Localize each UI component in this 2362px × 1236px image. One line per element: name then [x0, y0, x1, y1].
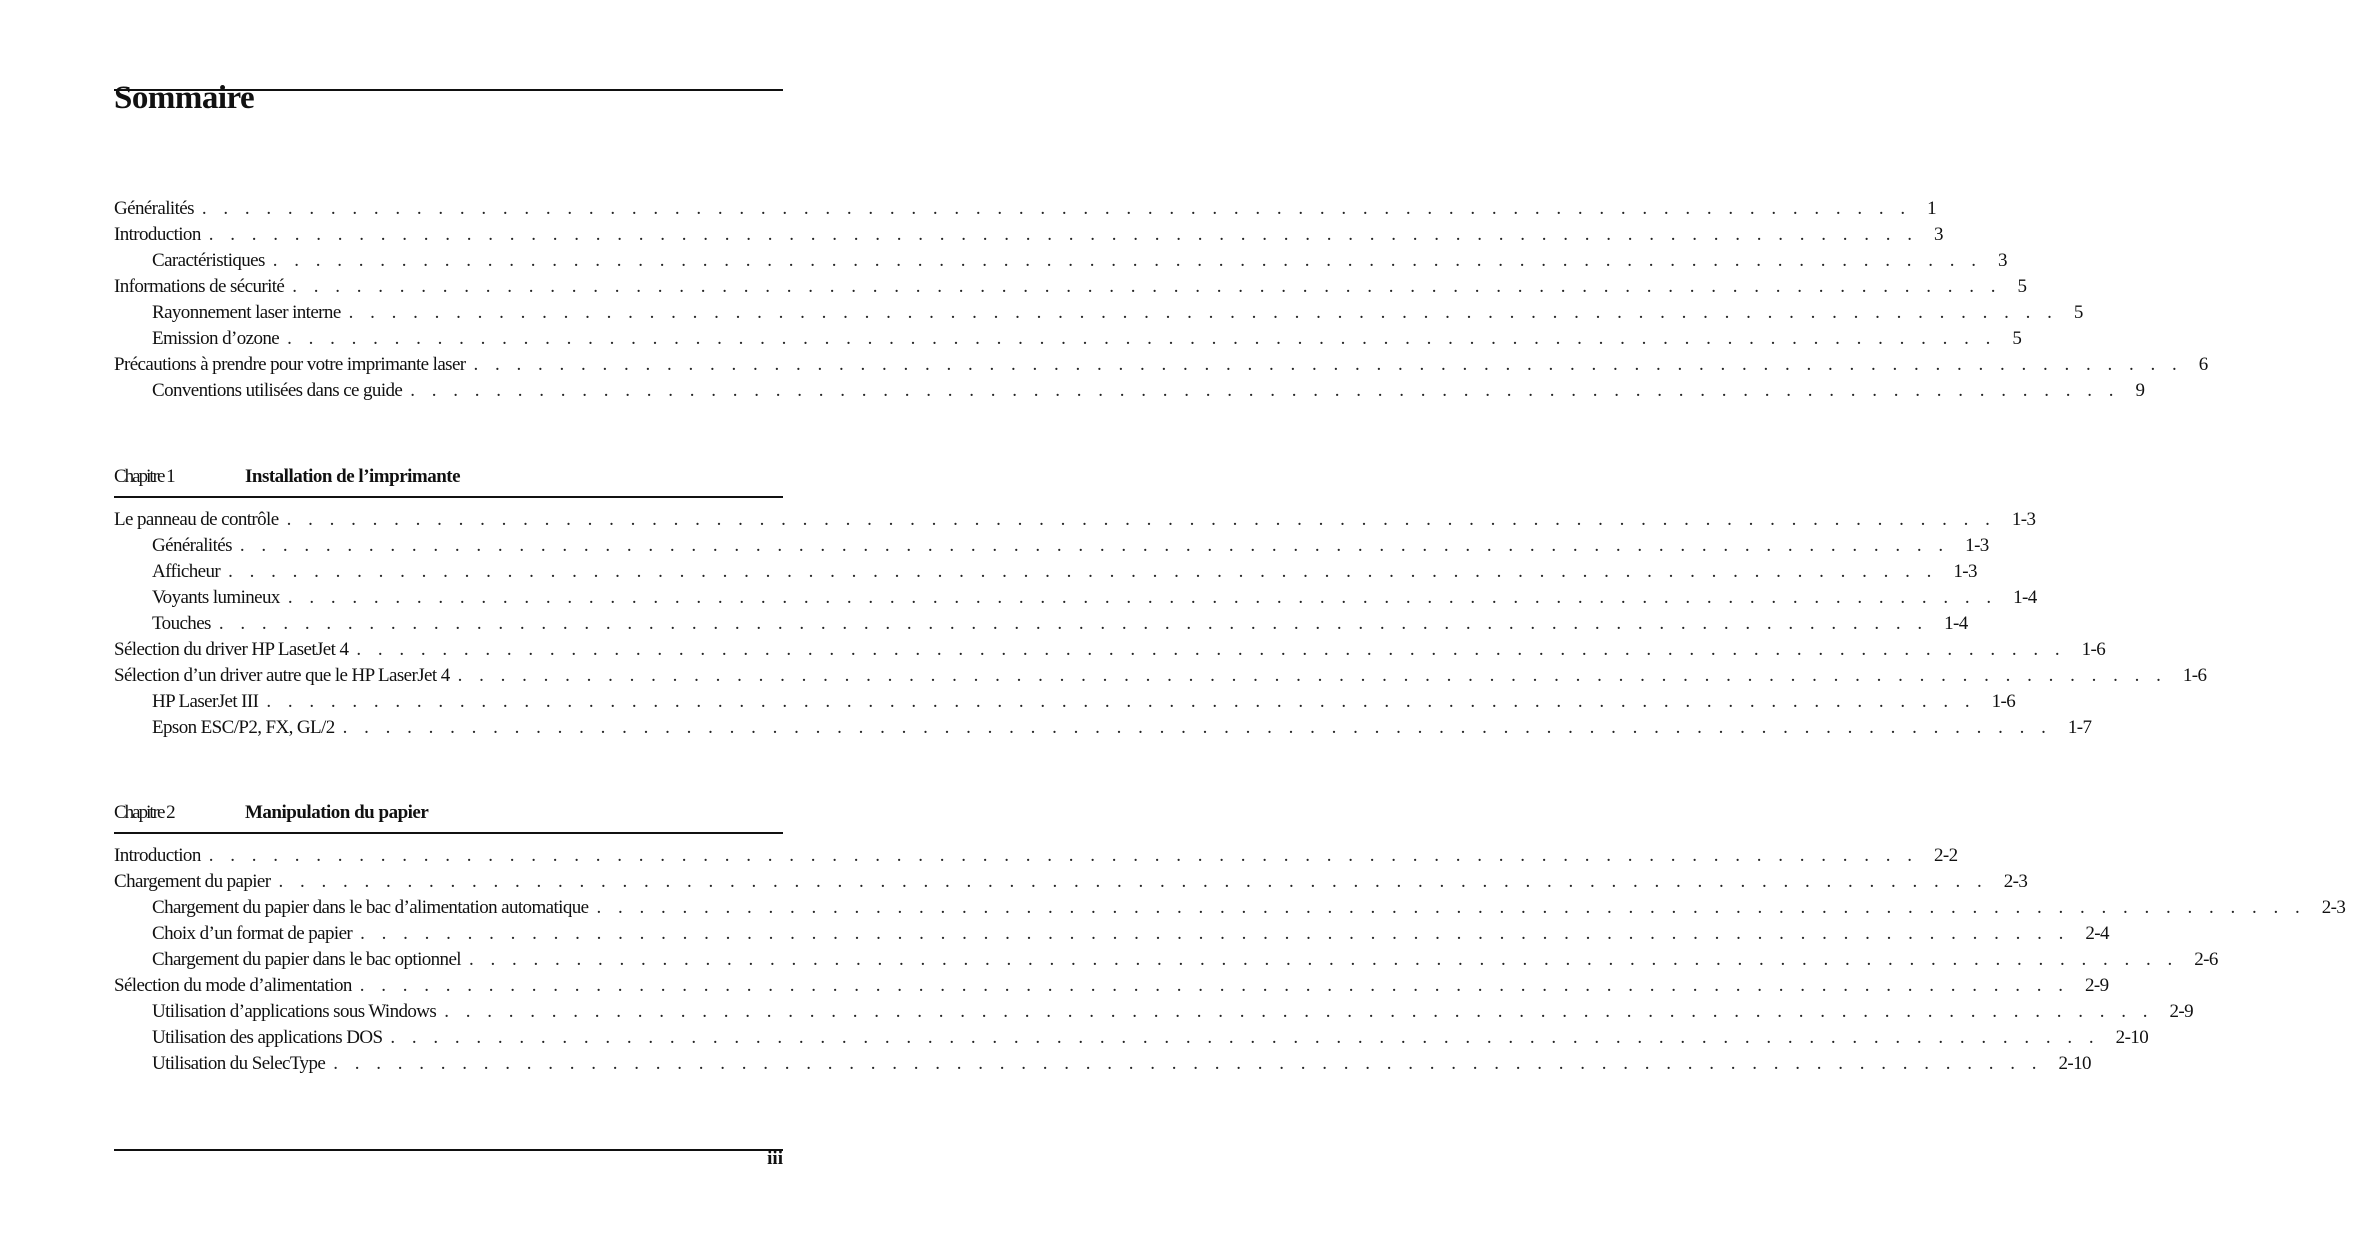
dot-leader: . . . . . . . . . . . . . . . . . . . . . . . . . . . . . . . . . . . . . . . . . . . . . . . . . . . . . . . . . . . . . . . . . . . . . . . . . . . . . . . . — [218, 613, 1929, 634]
toc-entry-page: 1-6 — [2182, 665, 2207, 686]
toc-entry-label: Voyants lumineux — [152, 587, 280, 608]
dot-leader: . . . . . . . . . . . . . . . . . . . . . . . . . . . . . . . . . . . . . . . . . . . . . . . . . . . . . . . . . . . . . . . . . . . . . . . . . . . . . . . . — [266, 691, 1976, 712]
toc-entry-label: Utilisation du SelecType — [152, 1053, 326, 1074]
dot-leader: . . . . . . . . . . . . . . . . . . . . . . . . . . . . . . . . . . . . . . . . . . . . . . . . . . . . . . . . . . . . . . . . . . . . . . . . . . . . . . . . — [239, 535, 1950, 556]
toc-entry — [114, 587, 2037, 613]
footer-rule — [114, 1149, 783, 1151]
dot-leader: . . . . . . . . . . . . . . . . . . . . . . . . . . . . . . . . . . . . . . . . . . . . . . . . . . . . . . . . . . . . . . . . . . . . . . . . . . . . . . . . — [278, 871, 1988, 892]
chapter-2-title: Manipulation du papier — [245, 802, 429, 823]
toc-entry-page: 2-4 — [2085, 923, 2109, 944]
toc-entry — [114, 665, 2207, 691]
toc-entry — [114, 871, 2028, 897]
chapter-1-heading — [114, 466, 783, 490]
toc-entry-label: Choix d’un format de papier — [152, 923, 353, 944]
toc-entry-label: Précautions à prendre pour votre imprimante laser — [114, 354, 466, 375]
toc-entry — [114, 923, 2109, 949]
page-number: iii — [767, 1148, 783, 1169]
toc-entry — [114, 639, 2106, 665]
toc-entry-label: Conventions utilisées dans ce guide — [152, 380, 403, 401]
toc-entry-page: 9 — [2135, 380, 2145, 401]
toc-entry-label: Caractéristiques — [152, 250, 265, 271]
toc-front-matter — [114, 198, 2208, 406]
toc-entry-page: 2-6 — [2194, 949, 2218, 970]
dot-leader: . . . . . . . . . . . . . . . . . . . . . . . . . . . . . . . . . . . . . . . . . . . . . . . . . . . . . . . . . . . . . . . . . . . . . . . . . . . . . . . . — [359, 975, 2070, 996]
toc-entry — [114, 691, 2016, 717]
toc-entry-label: Epson ESC/P2, FX, GL/2 — [152, 717, 335, 738]
toc-entry — [114, 561, 1977, 587]
dot-leader: . . . . . . . . . . . . . . . . . . . . . . . . . . . . . . . . . . . . . . . . . . . . . . . . . . . . . . . . . . . . . . . . . . . . . . . . . . . . . . . . — [596, 897, 2306, 918]
dot-leader: . . . . . . . . . . . . . . . . . . . . . . . . . . . . . . . . . . . . . . . . . . . . . . . . . . . . . . . . . . . . . . . . . . . . . . . . . . . . . . . . — [228, 561, 1938, 582]
toc-entry-page: 2-3 — [2003, 871, 2028, 892]
toc-entry — [114, 897, 2346, 923]
dot-leader: . . . . . . . . . . . . . . . . . . . . . . . . . . . . . . . . . . . . . . . . . . . . . . . . . . . . . . . . . . . . . . . . . . . . . . . . . . . . . . . . — [292, 276, 2002, 297]
toc-entry-page: 1-6 — [2081, 639, 2106, 660]
toc-entry — [114, 613, 1968, 639]
chapter-1-title: Installation de l’imprimante — [245, 466, 461, 487]
toc-entry-page: 2-2 — [1933, 845, 1958, 866]
toc-entry-label: Touches — [152, 613, 211, 634]
toc-entry — [114, 509, 2036, 535]
toc-entry-page: 3 — [1998, 250, 2007, 271]
toc-entry-page: 2-3 — [2321, 897, 2346, 918]
toc-entry-page: 1-6 — [1991, 691, 2016, 712]
dot-leader: . . . . . . . . . . . . . . . . . . . . . . . . . . . . . . . . . . . . . . . . . . . . . . . . . . . . . . . . . . . . . . . . . . . . . . . . . . . . . . . . — [410, 380, 2120, 401]
toc-entry-page: 1-7 — [2067, 717, 2092, 738]
toc-entry-label: Généralités — [152, 535, 232, 556]
dot-leader: . . . . . . . . . . . . . . . . . . . . . . . . . . . . . . . . . . . . . . . . . . . . . . . . . . . . . . . . . . . . . . . . . . . . . . . . . . . . . . . . — [457, 665, 2167, 686]
toc-entry-page: 1-3 — [1965, 535, 1989, 556]
dot-leader: . . . . . . . . . . . . . . . . . . . . . . . . . . . . . . . . . . . . . . . . . . . . . . . . . . . . . . . . . . . . . . . . . . . . . . . . . . . . . . . . — [360, 923, 2070, 944]
toc-entry-page: 2-10 — [2058, 1053, 2091, 1074]
toc-entry-label: Sélection du driver HP LasetJet 4 — [114, 639, 349, 660]
toc-entry-label: Chargement du papier — [114, 871, 271, 892]
toc-entry-label: Afficheur — [152, 561, 221, 582]
toc-entry-label: Utilisation des applications DOS — [152, 1027, 383, 1048]
chapter-2-heading — [114, 802, 783, 826]
toc-entry — [114, 845, 1958, 871]
dot-leader: . . . . . . . . . . . . . . . . . . . . . . . . . . . . . . . . . . . . . . . . . . . . . . . . . . . . . . . . . . . . . . . . . . . . . . . . . . . . . . . . — [201, 198, 1912, 219]
chapter-1-rule — [114, 496, 783, 498]
toc-entry-label: Le panneau de contrôle — [114, 509, 279, 530]
toc-entry-label: Sélection d’un driver autre que le HP LaserJet 4 — [114, 665, 450, 686]
toc-entry — [114, 276, 2027, 302]
dot-leader: . . . . . . . . . . . . . . . . . . . . . . . . . . . . . . . . . . . . . . . . . . . . . . . . . . . . . . . . . . . . . . . . . . . . . . . . . . . . . . . . — [208, 224, 1918, 245]
toc-entry-label: Chargement du papier dans le bac d’alimentation automatique — [152, 897, 589, 918]
dot-leader: . . . . . . . . . . . . . . . . . . . . . . . . . . . . . . . . . . . . . . . . . . . . . . . . . . . . . . . . . . . . . . . . . . . . . . . . . . . . . . . . — [473, 354, 2183, 375]
toc-entry-page: 3 — [1933, 224, 1943, 245]
page-title: Sommaire — [114, 80, 255, 116]
chapter-2-label: Chapitre 2 — [114, 802, 174, 823]
toc-entry-label: Emission d’ozone — [152, 328, 280, 349]
toc-entry — [114, 328, 2022, 354]
dot-leader: . . . . . . . . . . . . . . . . . . . . . . . . . . . . . . . . . . . . . . . . . . . . . . . . . . . . . . . . . . . . . . . . . . . . . . . . . . . . . . . . — [208, 845, 1918, 866]
toc-entry-page: 1-3 — [2011, 509, 2036, 530]
dot-leader: . . . . . . . . . . . . . . . . . . . . . . . . . . . . . . . . . . . . . . . . . . . . . . . . . . . . . . . . . . . . . . . . . . . . . . . . . . . . . . . . — [342, 717, 2052, 738]
toc-entry — [114, 380, 2145, 406]
toc-entry-label: Rayonnement laser interne — [152, 302, 341, 323]
dot-leader: . . . . . . . . . . . . . . . . . . . . . . . . . . . . . . . . . . . . . . . . . . . . . . . . . . . . . . . . . . . . . . . . . . . . . . . . . . . . . . . . — [348, 302, 2058, 323]
toc-entry-page: 5 — [2012, 328, 2022, 349]
toc-entry-label: Informations de sécurité — [114, 276, 285, 297]
toc-entry — [114, 975, 2109, 1001]
toc-entry-page: 5 — [2017, 276, 2027, 297]
toc-entry-page: 1-4 — [1944, 613, 1968, 634]
toc-entry — [114, 1001, 2193, 1027]
chapter-2-rule — [114, 832, 783, 834]
toc-entry-label: HP LaserJet III — [152, 691, 259, 712]
toc-entry-page: 1 — [1927, 198, 1937, 219]
toc-entry — [114, 354, 2208, 380]
toc-entry-page: 1-3 — [1953, 561, 1977, 582]
toc-entry-page: 1-4 — [2013, 587, 2037, 608]
dot-leader: . . . . . . . . . . . . . . . . . . . . . . . . . . . . . . . . . . . . . . . . . . . . . . . . . . . . . . . . . . . . . . . . . . . . . . . . . . . . . . . . — [468, 949, 2179, 970]
toc-entry-label: Introduction — [114, 224, 201, 245]
toc-entry — [114, 1053, 2091, 1079]
toc-entry-label: Introduction — [114, 845, 201, 866]
toc-entry-label: Généralités — [114, 198, 194, 219]
dot-leader: . . . . . . . . . . . . . . . . . . . . . . . . . . . . . . . . . . . . . . . . . . . . . . . . . . . . . . . . . . . . . . . . . . . . . . . . . . . . . . . . — [390, 1027, 2100, 1048]
dot-leader: . . . . . . . . . . . . . . . . . . . . . . . . . . . . . . . . . . . . . . . . . . . . . . . . . . . . . . . . . . . . . . . . . . . . . . . . . . . . . . . . — [444, 1001, 2154, 1022]
dot-leader: . . . . . . . . . . . . . . . . . . . . . . . . . . . . . . . . . . . . . . . . . . . . . . . . . . . . . . . . . . . . . . . . . . . . . . . . . . . . . . . . — [356, 639, 2066, 660]
toc-entry — [114, 250, 2007, 276]
toc-entry — [114, 198, 1937, 224]
toc-entry-label: Chargement du papier dans le bac optionnel — [152, 949, 461, 970]
dot-leader: . . . . . . . . . . . . . . . . . . . . . . . . . . . . . . . . . . . . . . . . . . . . . . . . . . . . . . . . . . . . . . . . . . . . . . . . . . . . . . . . — [333, 1053, 2043, 1074]
toc-entry — [114, 224, 1943, 250]
toc-entry — [114, 949, 2218, 975]
chapter-1-label: Chapitre 1 — [114, 466, 174, 487]
toc-entry — [114, 535, 1989, 561]
toc-entry-page: 5 — [2073, 302, 2083, 323]
toc-entry-page: 2-10 — [2115, 1027, 2149, 1048]
dot-leader: . . . . . . . . . . . . . . . . . . . . . . . . . . . . . . . . . . . . . . . . . . . . . . . . . . . . . . . . . . . . . . . . . . . . . . . . . . . . . . . . — [272, 250, 1983, 271]
toc-entry-page: 2-9 — [2169, 1001, 2193, 1022]
dot-leader: . . . . . . . . . . . . . . . . . . . . . . . . . . . . . . . . . . . . . . . . . . . . . . . . . . . . . . . . . . . . . . . . . . . . . . . . . . . . . . . . — [286, 509, 1996, 530]
toc-chapter-1 — [114, 509, 2207, 743]
toc-chapter-2 — [114, 845, 2346, 1079]
dot-leader: . . . . . . . . . . . . . . . . . . . . . . . . . . . . . . . . . . . . . . . . . . . . . . . . . . . . . . . . . . . . . . . . . . . . . . . . . . . . . . . . — [287, 328, 1997, 349]
toc-entry-page: 2-9 — [2085, 975, 2109, 996]
dot-leader: . . . . . . . . . . . . . . . . . . . . . . . . . . . . . . . . . . . . . . . . . . . . . . . . . . . . . . . . . . . . . . . . . . . . . . . . . . . . . . . . — [287, 587, 1998, 608]
toc-entry — [114, 302, 2083, 328]
toc-entry-page: 6 — [2198, 354, 2208, 375]
toc-entry-label: Sélection du mode d’alimentation — [114, 975, 352, 996]
toc-entry-label: Utilisation d’applications sous Windows — [152, 1001, 437, 1022]
toc-entry — [114, 1027, 2149, 1053]
toc-entry — [114, 717, 2092, 743]
